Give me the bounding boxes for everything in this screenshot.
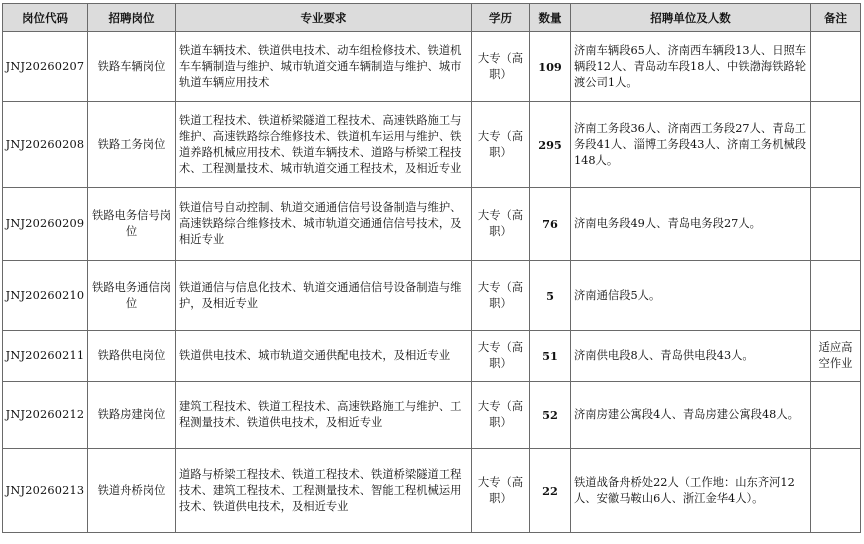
remarks <box>811 382 861 449</box>
headcount: 295 <box>530 102 571 188</box>
header-count: 数量 <box>530 4 571 32</box>
remarks <box>811 102 861 188</box>
position-code: JNJ20260209 <box>3 188 88 261</box>
header-code: 岗位代码 <box>3 4 88 32</box>
education: 大专（高职） <box>472 102 530 188</box>
header-row <box>3 4 861 32</box>
header-education: 学历 <box>472 4 530 32</box>
education: 大专（高职） <box>472 261 530 331</box>
remarks: 适应高空作业 <box>811 331 861 382</box>
education: 大专（高职） <box>472 32 530 102</box>
header-unit: 招聘单位及人数 <box>571 4 811 32</box>
hiring-units: 济南工务段36人、济南西工务段27人、青岛工务段41人、淄博工务段43人、济南工务机械段148人。 <box>571 102 811 188</box>
remarks <box>811 32 861 102</box>
header-note: 备注 <box>811 4 861 32</box>
hiring-units: 济南电务段49人、青岛电务段27人。 <box>571 188 811 261</box>
major-requirements: 建筑工程技术、铁道工程技术、高速铁路施工与维护、工程测量技术、铁道供电技术，及相近专业 <box>176 382 472 449</box>
position-name: 铁路电务通信岗位 <box>88 261 176 331</box>
recruitment-table <box>2 3 861 533</box>
position-code: JNJ20260210 <box>3 261 88 331</box>
position-code: JNJ20260211 <box>3 331 88 382</box>
remarks <box>811 188 861 261</box>
education: 大专（高职） <box>472 449 530 533</box>
hiring-units: 济南车辆段65人、济南西车辆段13人、日照车辆段12人、青岛动车段18人、中铁渤海铁路轮渡公司1人。 <box>571 32 811 102</box>
header-post: 招聘岗位 <box>88 4 176 32</box>
position-name: 铁道舟桥岗位 <box>88 449 176 533</box>
headcount: 52 <box>530 382 571 449</box>
position-name: 铁路工务岗位 <box>88 102 176 188</box>
table-row <box>3 261 861 331</box>
header-major: 专业要求 <box>176 4 472 32</box>
major-requirements: 铁道通信与信息化技术、轨道交通通信信号设备制造与维护，及相近专业 <box>176 261 472 331</box>
table-row <box>3 382 861 449</box>
table-row <box>3 331 861 382</box>
position-code: JNJ20260208 <box>3 102 88 188</box>
headcount: 22 <box>530 449 571 533</box>
headcount: 5 <box>530 261 571 331</box>
remarks <box>811 261 861 331</box>
hiring-units: 济南供电段8人、青岛供电段43人。 <box>571 331 811 382</box>
major-requirements: 铁道供电技术、城市轨道交通供配电技术，及相近专业 <box>176 331 472 382</box>
position-name: 铁路供电岗位 <box>88 331 176 382</box>
major-requirements: 铁道信号自动控制、轨道交通通信信号设备制造与维护、高速铁路综合维修技术、城市轨道交通通信信号技术，及相近专业 <box>176 188 472 261</box>
position-code: JNJ20260213 <box>3 449 88 533</box>
position-code: JNJ20260212 <box>3 382 88 449</box>
education: 大专（高职） <box>472 331 530 382</box>
education: 大专（高职） <box>472 382 530 449</box>
position-name: 铁路房建岗位 <box>88 382 176 449</box>
remarks <box>811 449 861 533</box>
position-name: 铁路车辆岗位 <box>88 32 176 102</box>
table-row <box>3 188 861 261</box>
position-code: JNJ20260207 <box>3 32 88 102</box>
major-requirements: 道路与桥梁工程技术、铁道工程技术、铁道桥梁隧道工程技术、建筑工程技术、工程测量技术、智能工程机械运用技术、铁道供电技术，及相近专业 <box>176 449 472 533</box>
headcount: 51 <box>530 331 571 382</box>
major-requirements: 铁道工程技术、铁道桥梁隧道工程技术、高速铁路施工与维护、高速铁路综合维修技术、铁道机车运用与维护、铁道养路机械应用技术、铁道车辆技术、道路与桥梁工程技术、工程测量技术、城市轨道交通工程技术，及相近专业 <box>176 102 472 188</box>
table-row <box>3 449 861 533</box>
education: 大专（高职） <box>472 188 530 261</box>
headcount: 109 <box>530 32 571 102</box>
table-row <box>3 102 861 188</box>
headcount: 76 <box>530 188 571 261</box>
major-requirements: 铁道车辆技术、铁道供电技术、动车组检修技术、铁道机车车辆制造与维护、城市轨道交通车辆制造与维护、城市轨道车辆应用技术 <box>176 32 472 102</box>
hiring-units: 铁道战备舟桥处22人（工作地：山东齐河12人、安徽马鞍山6人、浙江金华4人）。 <box>571 449 811 533</box>
hiring-units: 济南房建公寓段4人、青岛房建公寓段48人。 <box>571 382 811 449</box>
hiring-units: 济南通信段5人。 <box>571 261 811 331</box>
table-row <box>3 32 861 102</box>
position-name: 铁路电务信号岗位 <box>88 188 176 261</box>
